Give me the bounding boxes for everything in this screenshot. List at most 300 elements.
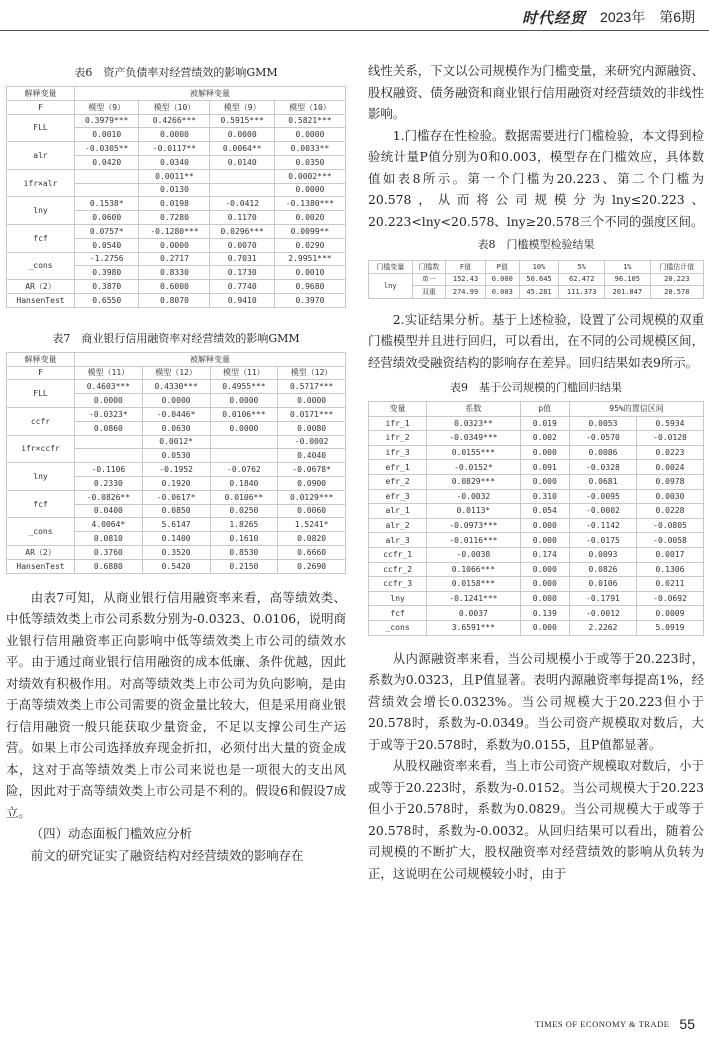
header-cell: 模型（12）: [142, 366, 210, 380]
right-column: [368, 60, 704, 884]
pvalue-cell: 0.0900: [278, 476, 346, 490]
header-cell: 模型（12）: [278, 366, 346, 380]
table-cell: 0.5934: [636, 416, 703, 431]
pvalue-cell: 0.0000: [274, 183, 345, 197]
page-number: 55: [679, 1016, 695, 1032]
variable-label: ccfr_1: [369, 547, 427, 562]
table-cell: -0.1142: [569, 518, 636, 533]
coefficient-cell: [75, 435, 143, 449]
variable-label: alr_3: [369, 533, 427, 548]
table-cell: 0.0086: [569, 445, 636, 460]
table-cell: 0.0093: [569, 547, 636, 562]
table6-caption: 表6 资产负债率对经营绩效的影响GMM: [74, 66, 278, 79]
table-row: [369, 562, 704, 577]
table-row: [369, 518, 704, 533]
pvalue-cell: 0.0350: [274, 155, 345, 169]
pvalue-cell: 0.1400: [142, 532, 210, 546]
variable-label: ifr×alr: [7, 169, 75, 197]
coefficient-cell: 0.0011**: [139, 169, 210, 183]
header-cell: p值: [520, 402, 569, 417]
coefficient-cell: 0.0757*: [75, 224, 139, 238]
header-cell: 系数: [427, 402, 520, 417]
statistic-cell: 0.6660: [278, 545, 346, 559]
table-cell: 274.99: [446, 286, 486, 299]
table-cell: 2.2262: [569, 620, 636, 635]
variable-label: fcf: [7, 224, 75, 252]
table-cell: -0.0058: [636, 533, 703, 548]
header-cell: 变量: [369, 402, 427, 417]
coefficient-cell: -0.0117**: [139, 142, 210, 156]
table-row: [7, 559, 346, 573]
variable-label: efr_3: [369, 489, 427, 504]
pvalue-cell: 0.0000: [274, 128, 345, 142]
coefficient-cell: 0.0106**: [210, 490, 278, 504]
pvalue-cell: 0.0060: [278, 504, 346, 518]
table7-caption: 表7 商业银行信用融资率对经营绩效的影响GMM: [52, 331, 300, 345]
pvalue-cell: [75, 183, 139, 197]
table-cell: 0.0009: [636, 606, 703, 621]
header-cell: 模型（9）: [75, 100, 139, 114]
table-row: [7, 280, 346, 294]
variable-label: ccfr_3: [369, 577, 427, 592]
coefficient-cell: 0.5915***: [210, 114, 274, 128]
table-row: [369, 474, 704, 489]
header-cell: 门槛变量: [369, 261, 413, 274]
coefficient-cell: 4.0064*: [75, 518, 143, 532]
statistic-cell: 0.7740: [210, 280, 274, 294]
table-row: [7, 169, 346, 183]
table-cell: -0.0328: [569, 460, 636, 475]
table-cell: 0.0053: [569, 416, 636, 431]
pvalue-cell: 0.0340: [139, 155, 210, 169]
table-cell: 0.000: [520, 591, 569, 606]
coefficient-cell: 0.1538*: [75, 197, 139, 211]
coefficient-cell: -0.0678*: [278, 463, 346, 477]
table-cell: -0.0692: [636, 591, 703, 606]
variable-label: _cons: [369, 620, 427, 635]
table-cell: -0.0012: [569, 606, 636, 621]
coefficient-cell: 1.5241*: [278, 518, 346, 532]
right-paragraph-5: 从股权融资率来看，当上市公司资产规模取对数后，小于或等于20.223时，系数为-0.0152。当公司规模大于20.223但小于20.578时，系数为0.0829。当公司规模大于或等于20.578时，系数为-0.0032。从回归结果可以看出，随着公司规模的不断扩大，股权融资率对经营绩效的影响从负转为正，这说明在公司规模较小时，由于: [368, 758, 704, 881]
right-paragraph-2: 1.门槛存在性检验。数据需要进行门槛检验，本文得到检验统计量P值分别为0和0.003，模型存在门槛效应，具体数值如表8所示。第一个门槛为20.223、第二个门槛为20.578，从而将公司规模分为lny≤20.223、20.223<lny<20.578、lny≥20.578三个不同的强度区间。: [368, 127, 704, 229]
table-cell: 20.578: [650, 286, 703, 299]
statistic-cell: 0.8070: [139, 293, 210, 307]
pvalue-cell: 0.0000: [139, 238, 210, 252]
pvalue-cell: 0.1170: [210, 211, 274, 225]
issue-label: 第6期: [659, 9, 695, 25]
pvalue-cell: 0.0290: [274, 238, 345, 252]
table-cell: 0.0228: [636, 504, 703, 519]
coefficient-cell: 0.0106***: [210, 407, 278, 421]
variable-label: FLL: [7, 380, 75, 408]
coefficient-cell: 0.0296***: [210, 224, 274, 238]
header-row: [7, 87, 346, 101]
pvalue-cell: 0.3980: [75, 266, 139, 280]
pvalue-cell: 0.0820: [278, 532, 346, 546]
table-cell: 0.0155***: [427, 445, 520, 460]
table-row: [369, 273, 704, 286]
header-rule: [0, 30, 709, 31]
coefficient-cell: [210, 435, 278, 449]
coefficient-cell: -0.1106: [75, 463, 143, 477]
table-cell: 96.105: [604, 273, 650, 286]
table7: [6, 352, 346, 574]
pvalue-cell: [210, 183, 274, 197]
table-row: [7, 407, 346, 421]
coefficient-cell: 2.9951***: [274, 252, 345, 266]
table-cell: 0.000: [485, 273, 519, 286]
header-cell: P值: [485, 261, 519, 274]
statistic-cell: 0.9680: [274, 280, 345, 294]
table-cell: -0.0152*: [427, 460, 520, 475]
table-cell: 0.1306: [636, 562, 703, 577]
header-row: [369, 402, 704, 417]
pvalue-cell: [75, 449, 143, 463]
pvalue-cell: 0.0850: [142, 504, 210, 518]
header-cell: 门槛数: [412, 261, 446, 274]
pvalue-cell: 0.1610: [210, 532, 278, 546]
table-cell: -0.0038: [427, 547, 520, 562]
table-cell: -0.0175: [569, 533, 636, 548]
coefficient-cell: -0.0323*: [75, 407, 143, 421]
table6: [6, 86, 346, 308]
variable-label: FLL: [7, 114, 75, 142]
coefficient-cell: -0.0826**: [75, 490, 143, 504]
running-footer: [535, 1016, 695, 1032]
table-cell: 0.0024: [636, 460, 703, 475]
variable-label: HansenTest: [7, 293, 75, 307]
table-row: [7, 518, 346, 532]
table-cell: 0.174: [520, 547, 569, 562]
pvalue-cell: 0.0080: [278, 421, 346, 435]
table-row: [369, 489, 704, 504]
variable-label: lny: [369, 591, 427, 606]
table-cell: 201.847: [604, 286, 650, 299]
pvalue-cell: 0.0630: [142, 421, 210, 435]
table-cell: 0.091: [520, 460, 569, 475]
variable-label: fcf: [7, 490, 75, 518]
header-cell: 1%: [604, 261, 650, 274]
table-cell: 0.000: [520, 577, 569, 592]
header-row: [7, 366, 346, 380]
table-cell: 0.0978: [636, 474, 703, 489]
pvalue-cell: 0.0400: [75, 504, 143, 518]
table-row: [7, 435, 346, 449]
table-row: [369, 591, 704, 606]
right-paragraph-3: 2.实证结果分析。基于上述检验，设置了公司规模的双重门槛模型并且进行回归，可以看出，在不同的公司规模区间，经营绩效受融资结构的影响存在差异。回归结果如表9所示。: [368, 311, 704, 370]
table-cell: -0.0128: [636, 431, 703, 446]
table-cell: 0.000: [520, 562, 569, 577]
table-cell: 45.281: [519, 286, 559, 299]
table-cell: 0.139: [520, 606, 569, 621]
pvalue-cell: 0.0860: [75, 421, 143, 435]
statistic-cell: 0.3970: [274, 293, 345, 307]
pvalue-cell: 0.0020: [274, 211, 345, 225]
coefficient-cell: 0.5821***: [274, 114, 345, 128]
table-cell: -0.0349***: [427, 431, 520, 446]
header-cell: 解释变量: [7, 352, 75, 366]
coefficient-cell: 0.7031: [210, 252, 274, 266]
pvalue-cell: 0.0810: [75, 532, 143, 546]
variable-label: AR（2）: [7, 280, 75, 294]
header-cell: F值: [446, 261, 486, 274]
pvalue-cell: 0.0420: [75, 155, 139, 169]
pvalue-cell: 0.0000: [142, 394, 210, 408]
table-row: [7, 490, 346, 504]
table-cell: 0.000: [520, 445, 569, 460]
coefficient-cell: 1.8265: [210, 518, 278, 532]
table-cell: 0.000: [520, 474, 569, 489]
coefficient-cell: 0.2717: [139, 252, 210, 266]
table-cell: 0.054: [520, 504, 569, 519]
table-row: [7, 293, 346, 307]
table-cell: -0.0095: [569, 489, 636, 504]
coefficient-cell: -0.0617*: [142, 490, 210, 504]
pvalue-cell: 0.0000: [139, 128, 210, 142]
coefficient-cell: 0.4955***: [210, 380, 278, 394]
coefficient-cell: 0.4266***: [139, 114, 210, 128]
table-cell: 0.310: [520, 489, 569, 504]
header-row: [7, 100, 346, 114]
header-cell: 模型（11）: [210, 366, 278, 380]
header-cell: 10%: [519, 261, 559, 274]
left-column: [6, 56, 346, 866]
coefficient-cell: -0.0446*: [142, 407, 210, 421]
variable-label: alr_2: [369, 518, 427, 533]
table-cell: 0.003: [485, 286, 519, 299]
table-row: [369, 577, 704, 592]
pvalue-cell: 0.0000: [210, 394, 278, 408]
statistic-cell: 0.9410: [210, 293, 274, 307]
table-cell: 0.0158***: [427, 577, 520, 592]
table-row: [7, 197, 346, 211]
statistic-cell: 0.8530: [210, 545, 278, 559]
table-cell: 0.019: [520, 416, 569, 431]
statistic-cell: 0.6880: [75, 559, 143, 573]
variable-label: AR（2）: [7, 545, 75, 559]
section-subheading: （四）动态面板门槛效应分析: [30, 826, 192, 841]
table-cell: 0.0030: [636, 489, 703, 504]
coefficient-cell: 0.0099**: [274, 224, 345, 238]
table-cell: 20.223: [650, 273, 703, 286]
left-paragraph-2: 前文的研究证实了融资结构对经营绩效的影响存在: [30, 847, 304, 863]
coefficient-cell: 0.4330***: [142, 380, 210, 394]
header-cell: 模型（9）: [210, 100, 274, 114]
table-cell: 0.0223: [636, 445, 703, 460]
header-cell: 被解释变量: [75, 352, 346, 366]
running-header: [522, 6, 695, 28]
header-cell: 模型（10）: [139, 100, 210, 114]
pvalue-cell: 0.0000: [278, 394, 346, 408]
pvalue-cell: 0.0000: [210, 421, 278, 435]
table-row: [369, 620, 704, 635]
variable-label: HansenTest: [7, 559, 75, 573]
variable-label: _cons: [7, 518, 75, 546]
variable-label: ifr_3: [369, 445, 427, 460]
coefficient-cell: -0.0412: [210, 197, 274, 211]
table-row: [7, 114, 346, 128]
table-row: [7, 463, 346, 477]
journal-english-name: TIMES OF ECONOMY & TRADE: [535, 1019, 670, 1029]
pvalue-cell: 0.0250: [210, 504, 278, 518]
table-cell: 5.0919: [636, 620, 703, 635]
table-cell: 0.000: [520, 620, 569, 635]
table-cell: 0.0106: [569, 577, 636, 592]
coefficient-cell: -1.2756: [75, 252, 139, 266]
coefficient-cell: [210, 169, 274, 183]
table-cell: -0.1791: [569, 591, 636, 606]
coefficient-cell: -0.0305**: [75, 142, 139, 156]
statistic-cell: 0.3520: [142, 545, 210, 559]
table-row: [369, 286, 704, 299]
variable-label: ifr_1: [369, 416, 427, 431]
header-cell: 解释变量: [7, 87, 75, 101]
pvalue-cell: 0.0000: [75, 394, 143, 408]
coefficient-cell: 0.0171***: [278, 407, 346, 421]
header-row: [7, 352, 346, 366]
coefficient-cell: 0.4603***: [75, 380, 143, 394]
statistic-cell: 0.3870: [75, 280, 139, 294]
pvalue-cell: 0.0010: [274, 266, 345, 280]
table-row: [369, 460, 704, 475]
header-cell: 被解释变量: [75, 87, 346, 101]
header-cell: 模型（11）: [75, 366, 143, 380]
table-cell: 0.000: [520, 533, 569, 548]
variable-label: lny: [7, 197, 75, 225]
coefficient-cell: -0.1280***: [139, 224, 210, 238]
coefficient-cell: -0.0002: [278, 435, 346, 449]
table-cell: 0.0113*: [427, 504, 520, 519]
table-cell: -0.0116***: [427, 533, 520, 548]
table-cell: 双重: [412, 286, 446, 299]
right-paragraph-1: 线性关系，下文以公司规模作为门槛变量，来研究内源融资、股权融资、债务融资和商业银行信用融资对经营绩效的非线性影响。: [368, 63, 704, 121]
table-cell: -0.0002: [569, 504, 636, 519]
variable-label: ifr×ccfr: [7, 435, 75, 463]
variable-label: fcf: [369, 606, 427, 621]
table-row: [7, 380, 346, 394]
table-cell: 152.43: [446, 273, 486, 286]
coefficient-cell: 0.0033**: [274, 142, 345, 156]
statistic-cell: 0.2690: [278, 559, 346, 573]
header-cell: F: [7, 366, 75, 380]
table-row: [369, 547, 704, 562]
pvalue-cell: 0.2330: [75, 476, 143, 490]
header-cell: 门槛估计值: [650, 261, 703, 274]
variable-label: ccfr: [7, 407, 75, 435]
coefficient-cell: 0.0129***: [278, 490, 346, 504]
pvalue-cell: 0.0130: [139, 183, 210, 197]
pvalue-cell: 0.1730: [210, 266, 274, 280]
table-cell: 0.0211: [636, 577, 703, 592]
coefficient-cell: -0.0762: [210, 463, 278, 477]
variable-label: alr_1: [369, 504, 427, 519]
journal-title: 时代经贸: [522, 8, 587, 27]
header-cell: F: [7, 100, 75, 114]
table-row: [369, 416, 704, 431]
table-cell: 0.0829***: [427, 474, 520, 489]
pvalue-cell: 0.0540: [75, 238, 139, 252]
variable-label: efr_1: [369, 460, 427, 475]
table-cell: 0.0037: [427, 606, 520, 621]
variable-label: ccfr_2: [369, 562, 427, 577]
coefficient-cell: 0.0064**: [210, 142, 274, 156]
table8-caption: 表8 门槛模型检验结果: [477, 238, 595, 251]
table-row: [369, 606, 704, 621]
table-cell: -0.0805: [636, 518, 703, 533]
header-cell: 5%: [559, 261, 605, 274]
statistic-cell: 0.6000: [139, 280, 210, 294]
pvalue-cell: 0.0010: [75, 128, 139, 142]
pvalue-cell: [210, 449, 278, 463]
table-cell: 0.0826: [569, 562, 636, 577]
coefficient-cell: 0.5717***: [278, 380, 346, 394]
table-cell: 0.0681: [569, 474, 636, 489]
variable-label: ifr_2: [369, 431, 427, 446]
pvalue-cell: 0.0000: [210, 128, 274, 142]
pvalue-cell: 0.1920: [142, 476, 210, 490]
table-cell: 单一: [412, 273, 446, 286]
pvalue-cell: 0.8330: [139, 266, 210, 280]
pvalue-cell: 0.0530: [142, 449, 210, 463]
left-paragraph-1: 由表7可知，从商业银行信用融资率来看，高等绩效类、中低等绩效类上市公司系数分别为-0.0323、0.0106，说明商业银行信用融资率正向影响中低等绩效类上市公司的绩效水平。由于通过商业银行信用融资的成本低廉、条件优越，因此对绩效有积极作用。对高等绩效类上市公司为负向影响，是由于高等绩效类上市公司需要的资金量比较大，但是采用商业银行信用融资一般只能获取少量资金，不足以支撑公司生产运营。如果上市公司选择放弃现金折扣，必须付出大量的资金成本，这对于高等绩效类上市公司来说也是一项很大的支出风险，因此对于高等绩效类上市公司是不利的。假设6和假设7成立。: [6, 589, 346, 820]
table-cell: 0.0017: [636, 547, 703, 562]
table-cell: 62.472: [559, 273, 605, 286]
year-label: 2023年: [600, 9, 646, 25]
table-row: [369, 445, 704, 460]
table-cell: 0.1066***: [427, 562, 520, 577]
coefficient-cell: 5.6147: [142, 518, 210, 532]
table-row: [369, 533, 704, 548]
table-cell: -0.0973***: [427, 518, 520, 533]
header-cell: 95%的置信区间: [569, 402, 703, 417]
coefficient-cell: 0.3979***: [75, 114, 139, 128]
table-row: [369, 504, 704, 519]
table-cell: 50.645: [519, 273, 559, 286]
table8: [368, 260, 704, 299]
pvalue-cell: 0.7280: [139, 211, 210, 225]
variable-label: lny: [7, 463, 75, 491]
coefficient-cell: -0.1380***: [274, 197, 345, 211]
table-cell: 0.000: [520, 518, 569, 533]
coefficient-cell: 0.0198: [139, 197, 210, 211]
coefficient-cell: [75, 169, 139, 183]
variable-label: alr: [7, 142, 75, 170]
statistic-cell: 0.5420: [142, 559, 210, 573]
header-cell: 模型（10）: [274, 100, 345, 114]
table-row: [7, 545, 346, 559]
right-paragraph-4: 从内源融资率来看，当公司规模小于或等于20.223时，系数为0.0323，且P值显著。表明内源融资率每提高1%，经营绩效会增长0.0323%。当公司规模大于20.223但小于20.578时，系数为-0.0349。当公司资产规模取对数后，大于或等于20.578时，系数为0.0155，且P值都显著。: [368, 650, 704, 752]
table-cell: 0.0323**: [427, 416, 520, 431]
pvalue-cell: 0.4040: [278, 449, 346, 463]
header-row: [369, 261, 704, 274]
table-row: [7, 142, 346, 156]
coefficient-cell: -0.1952: [142, 463, 210, 477]
coefficient-cell: 0.0002***: [274, 169, 345, 183]
table-cell: 111.373: [559, 286, 605, 299]
statistic-cell: 0.2150: [210, 559, 278, 573]
variable-label: _cons: [7, 252, 75, 280]
variable-label: efr_2: [369, 474, 427, 489]
coefficient-cell: 0.0012*: [142, 435, 210, 449]
pvalue-cell: 0.1840: [210, 476, 278, 490]
pvalue-cell: 0.0070: [210, 238, 274, 252]
table-cell: -0.0570: [569, 431, 636, 446]
table-cell: -0.0032: [427, 489, 520, 504]
table-row: [7, 252, 346, 266]
table-row: [369, 431, 704, 446]
table-row: [7, 224, 346, 238]
statistic-cell: 0.3760: [75, 545, 143, 559]
